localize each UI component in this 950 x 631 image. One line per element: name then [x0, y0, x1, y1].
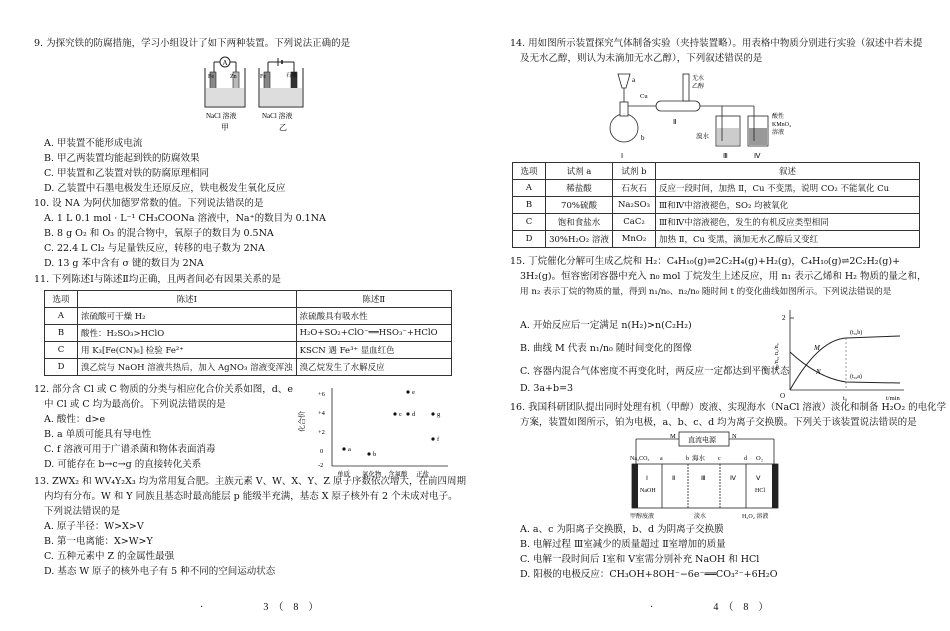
- point-label: d: [412, 411, 416, 418]
- q16-option-b: B. 电解过程 Ⅲ室减少的质量超过 Ⅱ室增加的质量: [520, 539, 726, 550]
- table-cell: 溴乙烷与 NaOH 溶液共热后，加入 AgNO₃ 溶液变浑浊: [78, 359, 297, 376]
- point-label: f: [437, 436, 440, 443]
- q16-stem-line1: 16. 我国科研团队提出同时处理有机（甲醇）废液、实现海水（NaCl 溶液）淡化和制备 H₂O₂ 的电化学: [510, 402, 947, 413]
- header-cell: 选项: [45, 291, 78, 308]
- point-t0b: (t₀,b): [850, 330, 863, 336]
- label-iii: Ⅲ: [723, 152, 728, 160]
- q12-option-c: C. f 溶液可用于广谱杀菌和物体表面消毒: [44, 444, 216, 455]
- point-g: [431, 412, 434, 415]
- table-cell: 用 K₃[Fe(CN)₆] 检验 Fe²⁺: [78, 342, 297, 359]
- t0-label: t₀: [843, 395, 848, 402]
- table-cell: A: [45, 308, 78, 325]
- graphite-label: 石墨: [286, 73, 298, 79]
- q13-option-c: C. 五种元素中 Z 的金属性最强: [44, 551, 175, 562]
- q13-stem-line3: 下列说法错误的是: [44, 506, 121, 517]
- room-i: Ⅰ: [646, 475, 648, 482]
- tick-label: +2: [318, 429, 325, 436]
- label-b: b: [641, 134, 645, 142]
- header-cell: 选项: [513, 163, 546, 180]
- q16-option-a: A. a、c 为阳离子交换膜，b、d 为阴离子交换膜: [520, 524, 724, 535]
- q14-table: [512, 162, 920, 248]
- table-row: [45, 325, 452, 342]
- point-label: a: [348, 446, 351, 453]
- page-number-left: · 3 （ 8 ）: [200, 602, 319, 613]
- fe1-label: Fe: [208, 74, 214, 80]
- table-row: [513, 197, 920, 214]
- table-cell: Ⅲ和Ⅳ中溶液褪色，SO₂ 均被氧化: [656, 197, 920, 214]
- table-cell: B: [513, 197, 546, 214]
- label-fresh: 淡水: [694, 514, 707, 520]
- label-m: M: [670, 433, 676, 440]
- category-label: 氧化物: [362, 471, 382, 478]
- header-cell: 试剂 b: [613, 163, 656, 180]
- room-iii: Ⅲ: [701, 475, 706, 482]
- q16-option-d: D. 阳极的电极反应：CH₃OH+8OH⁻−6e⁻══CO₃²⁻+6H₂O: [520, 569, 778, 580]
- q15-stem-line2: 3H₂(g)。恒容密闭容器中充入 n₀ mol 丁烷发生上述反应，用 n₁ 表示乙烯和 H₂ 物质的量之和，: [520, 271, 927, 282]
- cap1-label: 甲: [221, 123, 229, 132]
- label-h2o2: H₂O₂ 溶液: [742, 514, 769, 520]
- label-cu: Cu: [640, 93, 648, 100]
- header-cell: 陈述Ⅱ: [296, 291, 451, 308]
- point-b: [367, 452, 370, 455]
- point-label: c: [399, 411, 402, 418]
- y-tick: 2: [782, 314, 786, 322]
- tick-label: 0: [320, 448, 324, 455]
- q9-stem: 9. 为探究铁的防腐措施，学习小组设计了如下两种装置。下列说法正确的是: [34, 38, 351, 49]
- room-v: Ⅴ: [756, 475, 761, 482]
- q10-option-d: D. 13 g 苯中含有 σ 键的数目为 2NA: [44, 258, 204, 269]
- q12-option-b: B. a 单质可能具有导电性: [44, 429, 152, 440]
- q10-option-c: C. 22.4 L Cl₂ 与足量铁反应，转移的电子数为 2NA: [44, 243, 265, 254]
- point-f: [431, 437, 434, 440]
- table-row: [513, 214, 920, 231]
- table-cell: D: [513, 231, 546, 248]
- table-cell: 浓硫酸具有吸水性: [296, 308, 451, 325]
- q9-figure: [200, 52, 310, 138]
- q16-option-c: C. 电解一段时间后 Ⅰ室和 Ⅴ室需分别补充 NaOH 和 HCl: [520, 554, 760, 565]
- point-c: [393, 412, 396, 415]
- q15-graph: [768, 306, 928, 406]
- table-cell: 稀盐酸: [546, 180, 613, 197]
- cap2-label: 乙: [279, 123, 287, 132]
- table-cell: 加热 Ⅱ，Cu 变黑，滴加无水乙醇后又变红: [656, 231, 920, 248]
- label-na2co3: Na₂CO₃: [630, 456, 650, 462]
- table-cell: 70%硫酸: [546, 197, 613, 214]
- q11-table: [44, 290, 452, 376]
- table-header-row: [513, 163, 920, 180]
- q16-figure: [624, 430, 784, 522]
- header-cell: 叙述: [656, 163, 920, 180]
- table-row: [513, 180, 920, 197]
- table-cell: MnO₂: [613, 231, 656, 248]
- label-a: a: [660, 456, 663, 462]
- q12-figure: [296, 384, 456, 480]
- q15-stem-line1: 15. 丁烷催化分解可生成乙烷和 H₂：C₄H₁₀(g)⇌2C₂H₄(g)+H₂(g)，C₄H₁₀(g)⇌2C₂H₂(g)+: [510, 256, 901, 267]
- table-cell: 30%H₂O₂ 溶液: [546, 231, 613, 248]
- meter-label: A: [222, 59, 228, 67]
- q15-stem-line3: 用 n₂ 表示丁烷的物质的量，得到 n₁/n₀、n₂/n₀ 随时间 t 的变化曲线如图所示。下列说法错误的是: [520, 287, 892, 297]
- room-iv: Ⅳ: [730, 475, 736, 482]
- table-cell: Ⅲ和Ⅳ中溶液褪色，发生的有机反应类型相同: [656, 214, 920, 231]
- category-label: 单质: [337, 471, 350, 478]
- table-cell: H₂O+SO₂+ClO⁻══HSO₃⁻+HClO: [296, 325, 451, 342]
- fe2-label: Fe: [260, 74, 266, 80]
- point-t0a: (t₀,a): [850, 374, 862, 380]
- label-c: c: [718, 456, 721, 462]
- category-label: 含氧酸: [388, 471, 408, 478]
- zn-label: Zn: [230, 74, 237, 80]
- curve-n: [790, 352, 900, 383]
- table-cell: C: [45, 342, 78, 359]
- table-cell: 反应一段时间，加热 Ⅱ，Cu 不变黑，说明 CO₂ 不能氧化 Cu: [656, 180, 920, 197]
- label-ethanol: 乙醇: [692, 84, 705, 90]
- q11-stem: 11. 下列陈述Ⅰ与陈述Ⅱ均正确，且两者间必有因果关系的是: [34, 274, 281, 285]
- table-row: [45, 308, 452, 325]
- page-number-right: · 4 （ 8 ）: [650, 602, 769, 613]
- table-cell: CaC₂: [613, 214, 656, 231]
- label-m: M: [814, 344, 820, 352]
- tick-label: +4: [318, 410, 325, 417]
- table-cell: A: [513, 180, 546, 197]
- table-row: [45, 342, 452, 359]
- label-ii: Ⅱ: [673, 118, 677, 126]
- tick-label: -2: [318, 462, 324, 469]
- table-cell: C: [513, 214, 546, 231]
- q9-option-a: A. 甲装置不能形成电流: [44, 138, 143, 149]
- q16-stem-line2: 方案，装置如图所示，铂为电极，a、b、c、d 均为离子交换膜。下列关于该装置说法错误的是: [520, 417, 917, 428]
- label-n: N: [816, 368, 821, 376]
- category-label: 正盐: [416, 471, 429, 478]
- point-label: b: [373, 451, 377, 458]
- q12-option-a: A. 酸性：d>e: [44, 414, 106, 425]
- sol1-label: NaCl 溶液: [206, 112, 237, 120]
- q15-option-c: C. 容器内混合气体密度不再变化时，两反应一定都达到平衡状态: [520, 366, 790, 377]
- point-e: [406, 390, 409, 393]
- q15-option-b: B. 曲线 M 代表 n₁/n₀ 随时间变化的图像: [520, 343, 692, 354]
- table-cell: 浓硫酸可干燥 H₂: [78, 308, 297, 325]
- table-cell: KSCN 遇 Fe³⁺ 显血红色: [296, 342, 451, 359]
- q10-stem: 10. 设 NA 为阿伏加德罗常数的值。下列说法错误的是: [34, 198, 264, 209]
- power-label: 直流电源: [688, 436, 716, 444]
- point-label: g: [437, 411, 441, 418]
- label-kmno4-2: KMnO₄: [772, 122, 792, 128]
- label-i: Ⅰ: [621, 152, 624, 160]
- point-d: [406, 412, 409, 415]
- x-axis-label: t/min: [886, 395, 900, 402]
- q12-option-d: D. 可能存在 b→c→g 的直接转化关系: [44, 459, 202, 470]
- table-cell: 饱和食盐水: [546, 214, 613, 231]
- q13-option-a: A. 原子半径：W>X>V: [44, 521, 144, 532]
- q15-option-d: D. 3a+b=3: [520, 383, 574, 394]
- q10-option-a: A. 1 L 0.1 mol · L⁻¹ CH₃COONa 溶液中，Na⁺的数目为 0.1NA: [44, 213, 326, 224]
- header-cell: 试剂 a: [546, 163, 613, 180]
- y-axis-label: 化合价: [298, 411, 306, 432]
- label-anhydrous: 无水: [692, 76, 705, 82]
- label-seawater: 海水: [692, 455, 705, 462]
- room-ii: Ⅱ: [672, 475, 676, 482]
- q14-stem-line2: 及无水乙醇，则认为未滴加无水乙醇），下列叙述错误的是: [520, 53, 763, 64]
- label-methanol: 甲醇废液: [630, 514, 655, 520]
- table-cell: 酸性：H₂SO₃>HClO: [78, 325, 297, 342]
- q9-option-b: B. 甲乙两装置均能起到铁的防腐效果: [44, 153, 200, 164]
- q14-stem-line1: 14. 用如图所示装置探究气体制备实验（夹持装置略）。用表格中物质分别进行实验（叙述中若未提: [510, 38, 923, 49]
- label-o2: O₂: [756, 455, 763, 462]
- q10-option-b: B. 8 g O₂ 和 O₃ 的混合物中，氧原子的数目为 0.5NA: [44, 228, 274, 239]
- tick-label: +6: [318, 391, 325, 398]
- q15-option-a: A. 开始反应后一定满足 n(H₂)>n(C₂H₂): [520, 320, 692, 331]
- y-axis-label: n₁/n₀, n₂/n₀: [774, 343, 780, 370]
- q12-stem-line2: 中 Cl 或 C 均为最高价。下列说法错误的是: [44, 399, 226, 410]
- point-label: e: [412, 389, 415, 396]
- table-cell: 石灰石: [613, 180, 656, 197]
- origin-label: O: [780, 392, 786, 400]
- label-naoh: NaOH: [640, 488, 656, 494]
- label-iv: Ⅳ: [754, 152, 761, 160]
- label-b: b: [686, 456, 689, 462]
- q14-figure: [596, 66, 806, 160]
- q12-stem-line1: 12. 部分含 Cl 或 C 物质的分类与相应化合价关系如图，d、e: [34, 384, 293, 395]
- table-cell: Na₂SO₃: [613, 197, 656, 214]
- label-d: d: [744, 456, 747, 462]
- label-n: N: [732, 433, 737, 440]
- q9-option-d: D. 乙装置中石墨电极发生还原反应，铁电极发生氧化反应: [44, 183, 286, 194]
- table-cell: D: [45, 359, 78, 376]
- table-cell: 溴乙烷发生了水解反应: [296, 359, 451, 376]
- table-row: [45, 359, 452, 376]
- label-bromine: 溴水: [696, 133, 709, 140]
- table-header-row: [45, 291, 452, 308]
- label-hcl: HCl: [755, 488, 766, 494]
- sol2-label: NaCl 溶液: [262, 112, 293, 120]
- q9-option-c: C. 甲装置和乙装置对铁的防腐原理相同: [44, 168, 209, 179]
- label-a: a: [632, 76, 636, 84]
- label-kmno4-3: 溶液: [772, 130, 785, 136]
- q13-option-d: D. 基态 W 原子的核外电子有 5 种不同的空间运动状态: [44, 566, 276, 577]
- table-cell: B: [45, 325, 78, 342]
- label-kmno4-1: 酸性: [772, 114, 785, 120]
- q13-option-b: B. 第一电离能：X>W>Y: [44, 536, 153, 547]
- header-cell: 陈述Ⅰ: [78, 291, 297, 308]
- point-a: [342, 447, 345, 450]
- q13-stem-line2: 内均有分布。W 和 Y 同族且基态时最高能层 p 能级半充满，基态 X 原子核外有 2 个未成对电子。: [44, 491, 458, 502]
- q13-stem-line1: 13. ZWX₂ 和 WV₄Y₂X₃ 均为常用复合肥。主族元素 V、W、X、Y、Z 原子序数依次增大，在前四周期: [34, 476, 467, 487]
- table-row: [513, 231, 920, 248]
